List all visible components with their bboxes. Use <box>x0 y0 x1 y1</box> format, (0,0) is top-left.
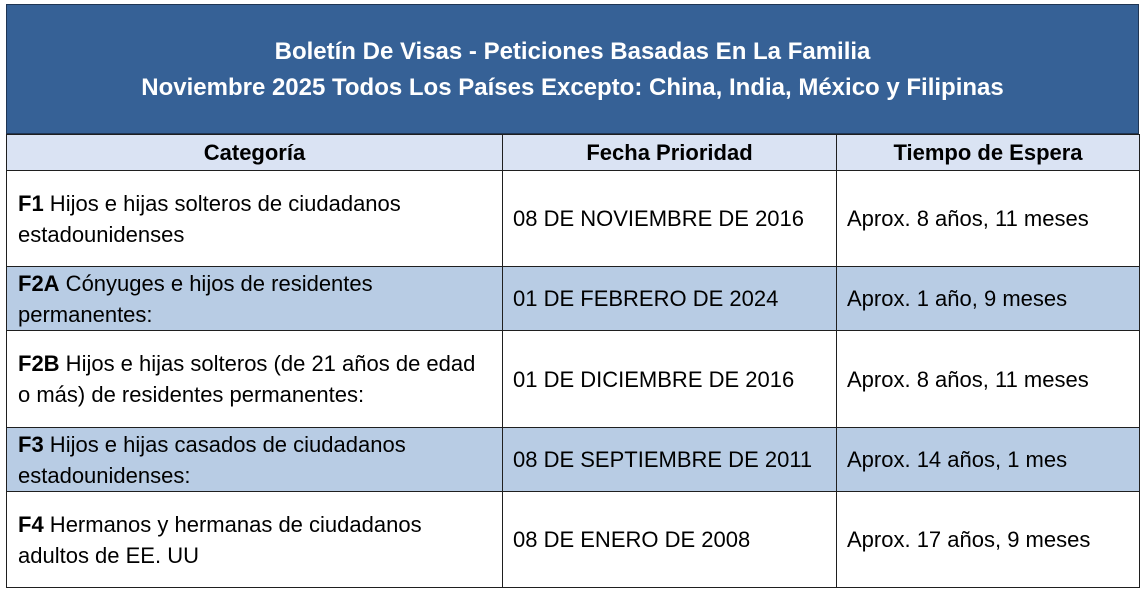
column-header-category: Categoría <box>7 135 503 171</box>
visa-bulletin-table <box>6 134 1140 588</box>
category-description: Hijos e hijas solteros de ciudadanos estadounidenses <box>18 190 401 247</box>
wait-time-cell: Aprox. 14 años, 1 mes <box>837 428 1140 492</box>
table-row <box>7 331 1140 428</box>
wait-time-cell: Aprox. 17 años, 9 meses <box>837 492 1140 588</box>
wait-time-cell: Aprox. 1 año, 9 meses <box>837 267 1140 331</box>
category-description: Hermanos y hermanas de ciudadanos adultos de EE. UU <box>18 511 422 568</box>
category-code: F3 <box>18 431 44 457</box>
wait-time-cell: Aprox. 8 años, 11 meses <box>837 171 1140 267</box>
priority-date-cell: 01 DE DICIEMBRE DE 2016 <box>503 331 837 428</box>
table-row <box>7 267 1140 331</box>
priority-date-cell: 08 DE ENERO DE 2008 <box>503 492 837 588</box>
table-row <box>7 171 1140 267</box>
visa-bulletin-table-container <box>6 4 1139 588</box>
category-code: F2B <box>18 351 60 376</box>
category-cell <box>7 428 503 492</box>
priority-date-cell: 08 DE NOVIEMBRE DE 2016 <box>503 171 837 267</box>
category-cell <box>7 267 503 331</box>
category-cell <box>7 492 503 588</box>
column-header-wait-time: Tiempo de Espera <box>837 135 1140 171</box>
category-description: Hijos e hijas solteros (de 21 años de edad o más) de residentes permanentes: <box>18 351 476 407</box>
wait-time-cell: Aprox. 8 años, 11 meses <box>837 331 1140 428</box>
title-line-1: Boletín De Visas - Peticiones Basadas En La Familia <box>274 38 871 65</box>
priority-date-cell: 08 DE SEPTIEMBRE DE 2011 <box>503 428 837 492</box>
table-row <box>7 428 1140 492</box>
category-cell <box>7 331 503 428</box>
category-description: Hijos e hijas casados de ciudadanos estadounidenses: <box>18 431 406 488</box>
table-row <box>7 492 1140 588</box>
column-header-priority-date: Fecha Prioridad <box>503 135 837 171</box>
title-banner <box>6 4 1139 134</box>
header-row <box>7 135 1140 171</box>
category-code: F2A <box>18 270 60 296</box>
category-code: F4 <box>18 511 44 537</box>
category-description: Cónyuges e hijos de residentes permanentes: <box>18 270 373 327</box>
category-code: F1 <box>18 190 44 216</box>
category-cell <box>7 171 503 267</box>
priority-date-cell: 01 DE FEBRERO DE 2024 <box>503 267 837 331</box>
title-line-2: Noviembre 2025 Todos Los Países Excepto: China, India, México y Filipinas <box>141 74 1004 101</box>
